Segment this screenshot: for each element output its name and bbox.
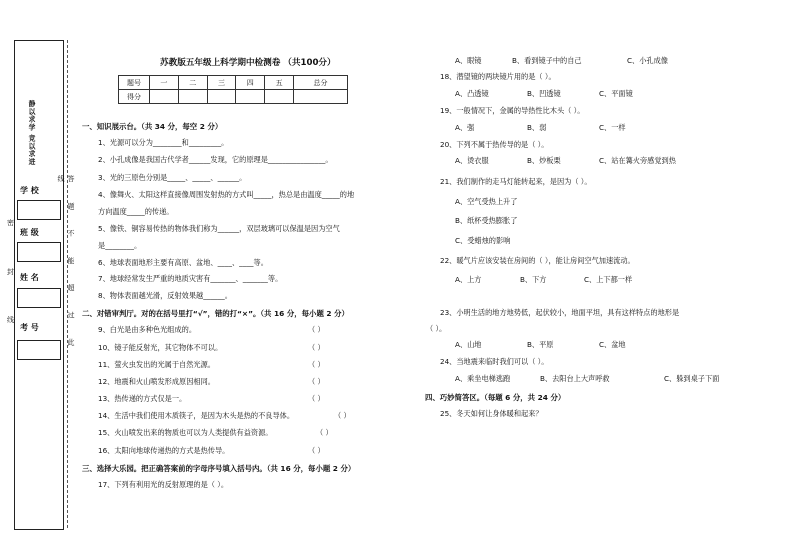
question-25: 25、冬天如何让身体暖和起来？: [440, 409, 543, 418]
class-label: 班 级: [20, 228, 39, 237]
q21-option-b[interactable]: B、纸杯受热膨胀了: [455, 216, 518, 225]
q20-option-b[interactable]: B、炒板栗: [527, 156, 561, 165]
q19-option-c[interactable]: C、一样: [599, 123, 626, 132]
seal-mark-xian: 线: [7, 316, 14, 324]
score-header-cell: 二: [178, 76, 207, 90]
q18-option-a[interactable]: A、凸透镜: [455, 89, 489, 98]
q17-option-c[interactable]: C、小孔成像: [627, 56, 668, 65]
q21-option-a[interactable]: A、空气受热上升了: [455, 197, 518, 206]
q24-option-a[interactable]: A、乘坐电梯逃跑: [455, 374, 511, 383]
question-5-line-1: 5、像铁、铜容易传热的物体我们称为______，双层玻璃可以保温是因为空气: [98, 224, 340, 233]
question-4-line-2: 方向温度_____的传递。: [98, 207, 174, 216]
q22-option-b[interactable]: B、下方: [520, 275, 547, 284]
seal-mark-feng: 封: [7, 268, 14, 276]
motto-text: 静以求学 竞以求进: [27, 100, 35, 166]
question-1: 1、光源可以分为________和_________。: [98, 138, 229, 147]
answer-paren-16[interactable]: （ ）: [308, 446, 325, 455]
question-12: 12、地震和火山喷发形成原因相同。: [98, 377, 215, 386]
answer-paren-15[interactable]: （ ）: [316, 428, 333, 437]
score-header-cell: 总分: [293, 76, 347, 90]
question-20: 20、下列不属于热传导的是（ ）。: [440, 140, 549, 149]
score-row-label: 得分: [119, 90, 150, 104]
school-label: 学 校: [20, 186, 39, 195]
score-input-cell[interactable]: [293, 90, 347, 104]
answer-paren-9[interactable]: （ ）: [308, 325, 325, 334]
q20-option-c[interactable]: C、站在篝火旁感觉到热: [599, 156, 676, 165]
name-field[interactable]: [17, 288, 61, 308]
answer-paren-12[interactable]: （ ）: [308, 377, 325, 386]
question-22: 22、暖气片应该安装在房间的（ ），能让房间空气加速流动。: [440, 256, 635, 265]
question-24: 24、当地震来临时我们可以（ ）。: [440, 357, 549, 366]
q23-option-b[interactable]: B、平原: [527, 340, 554, 349]
cut-line: [67, 40, 68, 528]
score-input-cell[interactable]: [236, 90, 265, 104]
q22-option-a[interactable]: A、上方: [455, 275, 482, 284]
q24-option-c[interactable]: C、躲到桌子下面: [664, 374, 720, 383]
score-input-cell[interactable]: [178, 90, 207, 104]
answer-paren-14[interactable]: （ ）: [334, 411, 351, 420]
question-15: 15、火山喷发出来的物质也可以为人类提供有益资源。: [98, 428, 273, 437]
question-11: 11、萤火虫发出的光属于自然光源。: [98, 360, 215, 369]
q17-option-a[interactable]: A、眼镜: [455, 56, 482, 65]
question-23-line-1: 23、小明生活的地方地势低，起伏较小，地面平坦，具有这样特点的地形是: [440, 308, 680, 317]
class-field[interactable]: [17, 242, 61, 262]
answer-paren-13[interactable]: （ ）: [308, 394, 325, 403]
question-14: 14、生活中我们使用木质筷子，是因为木头是热的不良导体。: [98, 411, 295, 420]
score-table-score-row: [119, 90, 348, 104]
score-header-cell: 一: [150, 76, 179, 90]
score-table: [118, 75, 348, 104]
question-6: 6、地球表面地形主要有高原、盆地、____、____等。: [98, 258, 268, 267]
q17-option-b[interactable]: B、看到镜子中的自己: [512, 56, 582, 65]
name-label: 姓 名: [20, 273, 39, 282]
section-1-heading: 一、知识展示台。（共 34 分，每空 2 分）: [82, 122, 223, 131]
school-field[interactable]: [17, 200, 61, 220]
score-header-cell: 题号: [119, 76, 150, 90]
exam-number-label: 考 号: [20, 323, 39, 332]
question-18: 18、潜望镜的两块镜片用的是（ ）。: [440, 72, 556, 81]
question-10: 10、镜子能反射光，其它物体不可以。: [98, 343, 223, 352]
question-4-line-1: 4、像舞火、太阳这样直接像周围发射热的方式叫_____，热总是由温度_____的地: [98, 190, 355, 199]
question-17: 17、下列有利用光的反射原理的是（ ）。: [98, 480, 229, 489]
q18-option-c[interactable]: C、平面镜: [599, 89, 633, 98]
question-7: 7、地球经常发生严重的地质灾害有_______、_______等。: [98, 274, 283, 283]
score-input-cell[interactable]: [150, 90, 179, 104]
score-table-header-row: [119, 76, 348, 90]
q19-option-b[interactable]: B、弱: [527, 123, 547, 132]
answer-paren-11[interactable]: （ ）: [308, 360, 325, 369]
q18-option-b[interactable]: B、凹透镜: [527, 89, 561, 98]
page-title: 苏教版五年级上科学期中检测卷 （共100分）: [160, 58, 336, 68]
question-2: 2、小孔成像是我国古代学者______发现，它的原理是________________。: [98, 155, 333, 164]
score-input-cell[interactable]: [207, 90, 236, 104]
section-4-heading: 四、巧妙简答区。（每题 6 分，共 24 分）: [425, 393, 566, 402]
question-19: 19、一般情况下，金属的导热性比木头（ ）。: [440, 106, 585, 115]
question-13: 13、热传递的方式仅是一。: [98, 394, 187, 403]
section-2-heading: 二、对错审判厅。对的在括号里打“√”，错的打“×”。（共 16 分，每小题 2 分）: [82, 309, 349, 318]
score-header-cell: 四: [236, 76, 265, 90]
exam-number-field[interactable]: [17, 340, 61, 360]
score-input-cell[interactable]: [265, 90, 294, 104]
score-header-cell: 三: [207, 76, 236, 90]
question-3: 3、光的三原色分别是_____、_____、______。: [98, 173, 247, 182]
q21-option-c[interactable]: C、受蜡烛的影响: [455, 236, 511, 245]
q22-option-c[interactable]: C、上下都一样: [584, 275, 633, 284]
answer-paren-10[interactable]: （ ）: [308, 343, 325, 352]
question-16: 16、太阳向地球传递热的方式是热传导。: [98, 446, 230, 455]
question-21: 21、我们制作的走马灯能转起来，是因为（ ）。: [440, 177, 592, 186]
seal-notice: 答 题 不 能 超 过 此 线: [57, 175, 75, 355]
q23-option-a[interactable]: A、山地: [455, 340, 482, 349]
question-23-line-2: （ ）。: [426, 324, 447, 333]
seal-mark-mi: 密: [7, 219, 14, 227]
q19-option-a[interactable]: A、强: [455, 123, 475, 132]
question-5-line-2: 是________。: [98, 241, 142, 250]
sidebar-motto: [20, 100, 60, 170]
section-3-heading: 三、选择大乐园。把正确答案前的字母序号填入括号内。（共 16 分，每小题 2 分）: [82, 464, 356, 473]
q20-option-a[interactable]: A、烫衣服: [455, 156, 489, 165]
q24-option-b[interactable]: B、去阳台上大声呼救: [540, 374, 610, 383]
q23-option-c[interactable]: C、盆地: [599, 340, 626, 349]
score-header-cell: 五: [265, 76, 294, 90]
question-8: 8、物体表面越光滑，反射效果越______。: [98, 291, 232, 300]
question-9: 9、白光是由多种色光组成的。: [98, 325, 197, 334]
